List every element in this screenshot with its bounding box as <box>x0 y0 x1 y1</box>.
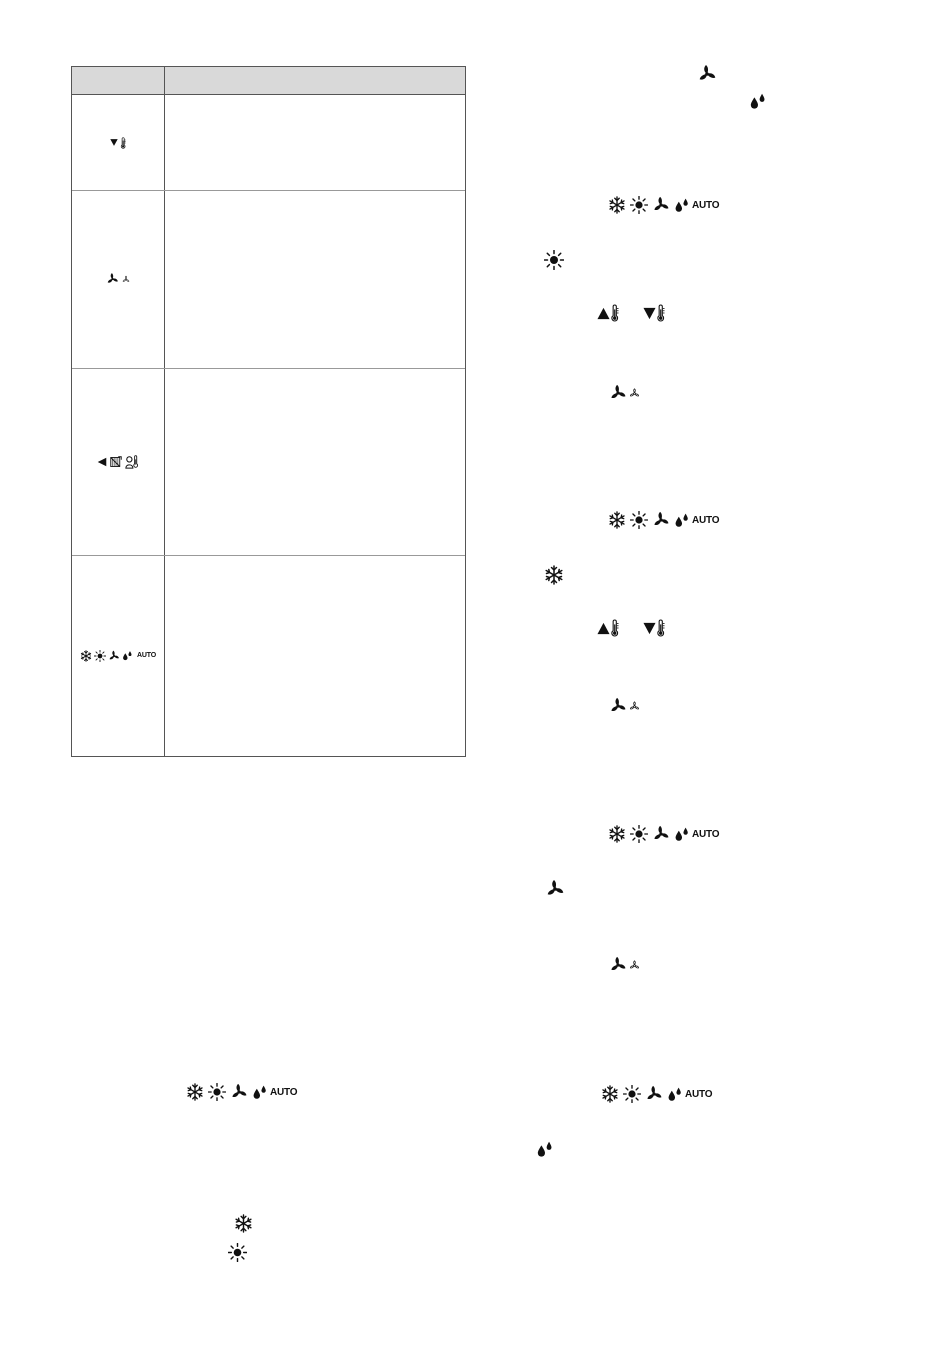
small-fan-icon <box>629 960 640 971</box>
person-temp-icon <box>125 455 139 469</box>
temperature-down-icon <box>643 307 656 320</box>
sun-icon <box>94 650 106 662</box>
temperature-down-row <box>72 95 164 190</box>
fan-speed-row <box>72 190 164 368</box>
sun-icon <box>208 1083 226 1101</box>
small-fan-icon <box>122 275 130 283</box>
snowflake-icon <box>80 650 92 662</box>
fan-icon <box>645 1085 663 1103</box>
auto-label: AUTO <box>692 514 720 526</box>
snowflake-icon <box>608 511 626 529</box>
thermometer-icon <box>120 136 126 149</box>
auto-label: AUTO <box>692 828 720 840</box>
sun-icon <box>630 825 648 843</box>
fan-icon <box>652 511 670 529</box>
temperature-up-icon <box>597 307 610 320</box>
sun-icon <box>228 1243 247 1262</box>
table-column-divider <box>164 67 165 756</box>
drops-icon <box>122 650 133 661</box>
mode-sequence <box>608 196 719 214</box>
left-arrow-icon <box>97 457 107 467</box>
drops-icon <box>674 512 690 528</box>
mode-sequence <box>608 825 719 843</box>
drops-icon <box>536 1140 554 1158</box>
drops-icon <box>749 92 767 110</box>
fan-icon <box>697 64 717 84</box>
small-fan-icon <box>629 701 640 712</box>
fan-icon <box>108 650 120 662</box>
mode-sequence <box>186 1083 297 1101</box>
snowflake-icon <box>544 565 564 585</box>
auto-label: AUTO <box>685 1088 713 1100</box>
fan-speed-indicator <box>609 384 640 402</box>
thermometer-icon <box>610 304 619 322</box>
temperature-down-icon <box>643 622 656 635</box>
fan-icon <box>609 956 627 974</box>
snowflake-icon <box>608 196 626 214</box>
fan-speed-indicator <box>609 956 640 974</box>
thermometer-icon <box>610 619 619 637</box>
mode-sequence <box>608 511 719 529</box>
thermometer-icon <box>656 619 665 637</box>
fan-speed-indicator <box>609 697 640 715</box>
auto-label: AUTO <box>270 1086 298 1098</box>
small-fan-icon <box>629 388 640 399</box>
fan-icon <box>609 697 627 715</box>
temperature-buttons <box>597 304 665 322</box>
snowflake-icon <box>234 1214 253 1233</box>
snowflake-icon <box>608 825 626 843</box>
fan-icon <box>106 273 119 286</box>
temperature-up-icon <box>597 622 610 635</box>
fan-icon <box>230 1083 248 1101</box>
temperature-down-icon <box>110 139 118 147</box>
drops-icon <box>674 826 690 842</box>
mode-sequence <box>601 1085 712 1103</box>
sun-icon <box>544 250 564 270</box>
table-header <box>72 67 465 95</box>
snowflake-icon <box>601 1085 619 1103</box>
drops-icon <box>252 1084 268 1100</box>
fan-icon <box>545 879 565 899</box>
sun-icon <box>630 196 648 214</box>
drops-icon <box>667 1086 683 1102</box>
temperature-buttons <box>597 619 665 637</box>
thermometer-icon <box>656 304 665 322</box>
mode-row <box>72 555 164 756</box>
auto-label: AUTO <box>137 652 156 659</box>
filter-icon <box>110 456 122 468</box>
snowflake-icon <box>186 1083 204 1101</box>
fan-icon <box>609 384 627 402</box>
fan-icon <box>652 825 670 843</box>
filter-swing-row <box>72 368 164 555</box>
sun-icon <box>623 1085 641 1103</box>
auto-label: AUTO <box>692 199 720 211</box>
fan-icon <box>652 196 670 214</box>
sun-icon <box>630 511 648 529</box>
drops-icon <box>674 197 690 213</box>
function-table <box>71 66 466 757</box>
